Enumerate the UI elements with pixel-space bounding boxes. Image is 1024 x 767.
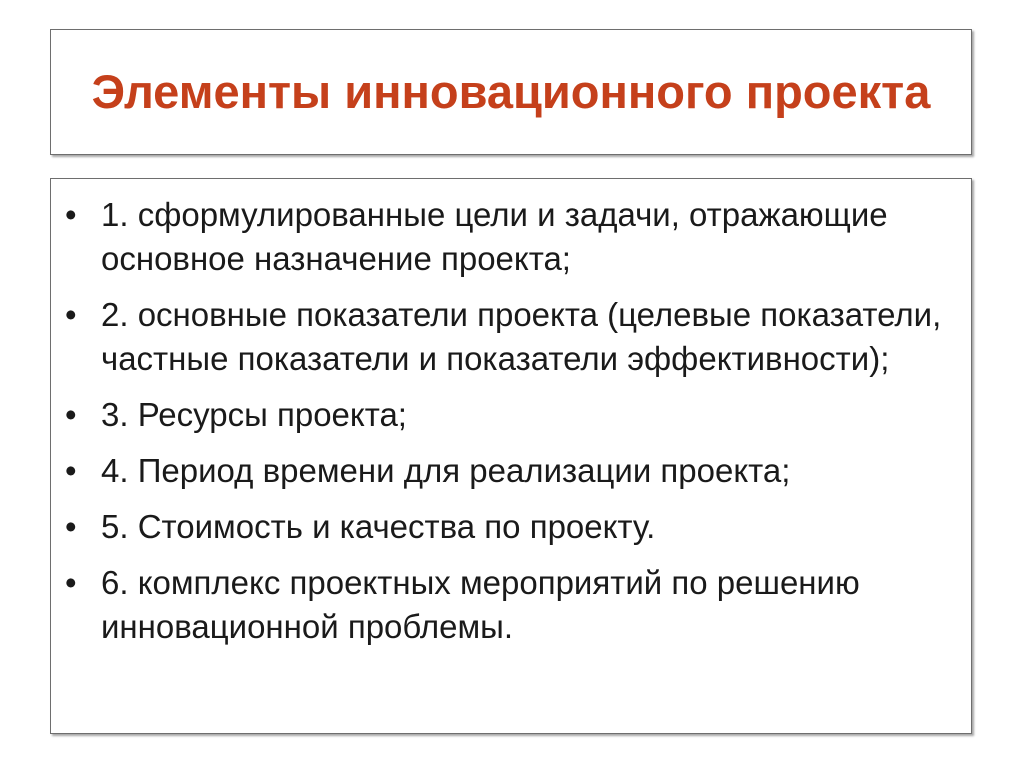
- bullet-icon: •: [65, 196, 77, 233]
- list-item-text: 4. Период времени для реализации проекта;: [101, 452, 791, 489]
- bullet-icon: •: [65, 452, 77, 489]
- list-item: [65, 449, 951, 493]
- list-item-text: 1. сформулированные цели и задачи, отражающие основное назначение проекта;: [101, 196, 888, 277]
- title-box: [50, 29, 972, 155]
- bullet-icon: •: [65, 396, 77, 433]
- list-item: [65, 561, 951, 649]
- list-item-text: 2. основные показатели проекта (целевые показатели, частные показатели и показатели эффективности);: [101, 296, 942, 377]
- list-item: [65, 293, 951, 381]
- list-item: [65, 505, 951, 549]
- bullet-icon: •: [65, 296, 77, 333]
- bullet-icon: •: [65, 564, 77, 601]
- list-item: [65, 393, 951, 437]
- bullet-icon: •: [65, 508, 77, 545]
- bullet-list: [51, 179, 971, 649]
- list-item-text: 5. Стоимость и качества по проекту.: [101, 508, 656, 545]
- content-box: [50, 178, 972, 734]
- list-item-text: 6. комплекс проектных мероприятий по решению инновационной проблемы.: [101, 564, 860, 645]
- slide-title: Элементы инновационного проекта: [91, 65, 931, 118]
- list-item-text: 3. Ресурсы проекта;: [101, 396, 407, 433]
- list-item: [65, 193, 951, 281]
